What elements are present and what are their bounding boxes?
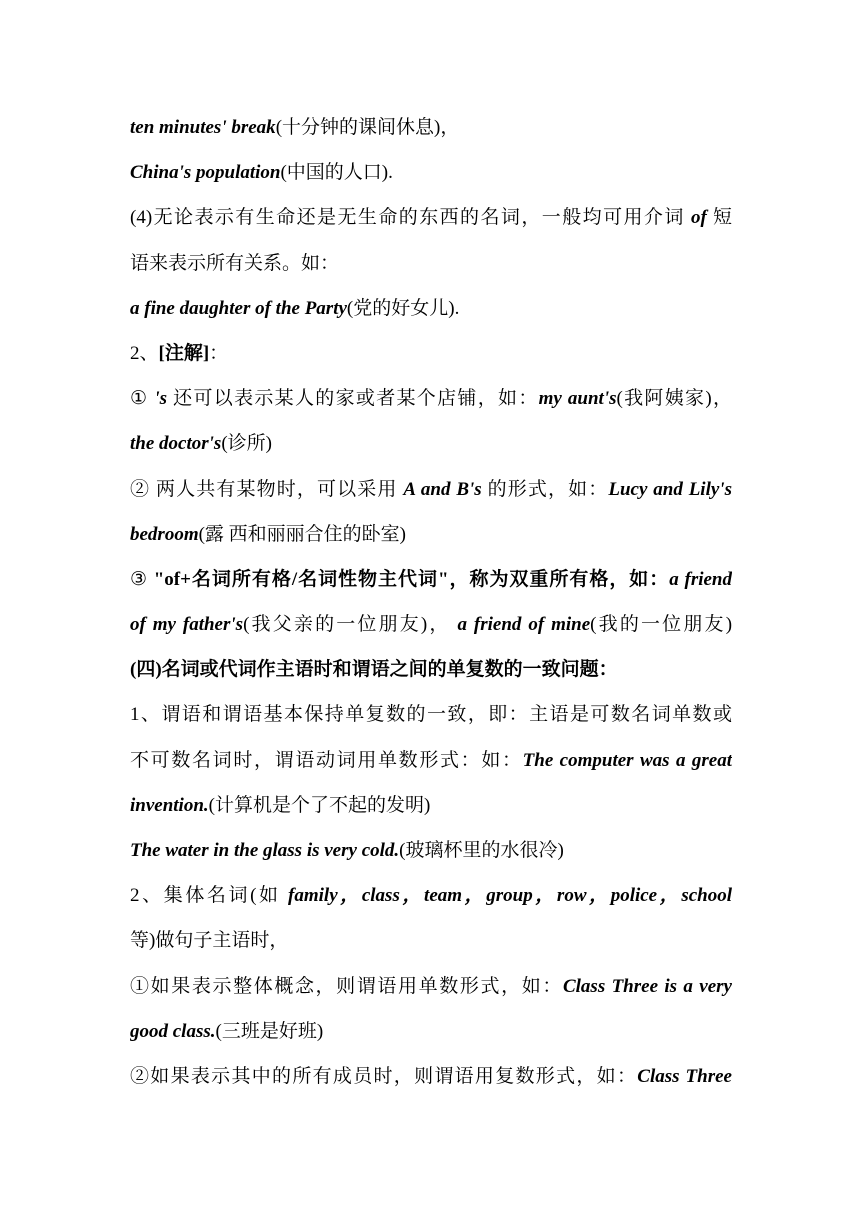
text-line	[130, 105, 732, 150]
translation: (我父亲的一位朋友)，	[243, 614, 451, 636]
rule-text: "of+名词所有格/名词性物主代词"，称为双重所有格，如：	[153, 568, 670, 590]
translation: (十分钟的课间休息)，	[275, 117, 460, 138]
translation: (诊所)	[221, 433, 272, 455]
text-line	[130, 150, 732, 195]
text-line	[130, 692, 732, 737]
section-number: 2、	[130, 342, 159, 364]
text-line	[130, 602, 732, 647]
example-phrase: bedroom	[130, 523, 199, 545]
rule-text: 等)做句子主语时，	[130, 930, 289, 952]
item-marker: ③	[130, 568, 154, 590]
rule-text: 还可以表示某人的家或者某个店铺，如：	[167, 388, 539, 410]
text-line	[130, 195, 732, 240]
example-phrase: a friend	[669, 568, 732, 590]
example-sentence: invention.	[130, 794, 209, 816]
text-line	[130, 1009, 732, 1054]
text-line	[130, 467, 732, 512]
text-line	[130, 873, 732, 918]
item-marker: ①	[130, 388, 155, 410]
text-line	[130, 918, 732, 963]
text-line	[130, 241, 732, 286]
text-line	[130, 286, 732, 331]
rule-text: ①如果表示整体概念，则谓语用单数形式，如：	[130, 975, 563, 997]
item-marker: ② 两人共有某物时，可以采用	[130, 478, 404, 500]
example-phrase: of my father's	[130, 614, 244, 636]
translation: (我的一位朋友)	[590, 614, 732, 636]
example-phrase: China's population	[130, 162, 281, 184]
example-phrase: my aunt's	[538, 388, 617, 410]
rule-text: 不可数名词时，谓语动词用单数形式：如：	[130, 749, 523, 771]
text-line	[130, 828, 732, 873]
rule-text: 短	[713, 207, 732, 229]
translation: (计算机是个了不起的发明)	[208, 794, 431, 816]
example-sentence: The water in the glass is very cold.	[130, 840, 400, 861]
text-line	[130, 964, 732, 1009]
keyword: 's	[154, 388, 168, 410]
example-phrase: ten minutes' break	[130, 117, 276, 138]
rule-text: 2、集体名词(如	[130, 885, 289, 907]
text-line	[130, 738, 732, 783]
text-line	[130, 783, 732, 828]
translation: (露 西和丽丽合住的卧室)	[198, 523, 407, 545]
text-line	[130, 512, 732, 557]
text-line	[130, 376, 732, 421]
example-phrase: a fine daughter of the Party	[130, 297, 347, 319]
text-line	[130, 331, 732, 376]
translation: (中国的人口).	[280, 162, 393, 184]
example-phrase: a friend of mine	[457, 614, 591, 636]
text-line	[130, 421, 732, 466]
translation: (三班是好班)	[215, 1020, 324, 1042]
rule-text: 语来表示所有关系。如：	[130, 252, 340, 274]
rule-text: ②如果表示其中的所有成员时，则谓语用复数形式，如：	[130, 1065, 638, 1087]
rule-text: 的形式，如：	[481, 478, 609, 500]
rule-text: 1、谓语和谓语基本保持单复数的一致，即：主语是可数名词单数或	[130, 704, 732, 726]
punctuation: ：	[209, 342, 229, 364]
translation: (党的好女儿).	[346, 297, 460, 319]
translation: (玻璃杯里的水很冷)	[399, 840, 564, 861]
example-sentence: Class Three	[637, 1065, 732, 1087]
text-line	[130, 647, 732, 692]
text-line	[130, 557, 732, 602]
text-line	[130, 1054, 732, 1099]
example-sentence: good class.	[130, 1020, 216, 1042]
example-phrase: the doctor's	[130, 433, 222, 455]
keyword: A and B's	[403, 478, 482, 500]
keyword-list: family，class，team，group，row，police，school	[288, 885, 732, 907]
translation: (我阿姨家)，	[616, 388, 732, 410]
section-heading: (四)名词或代词作主语时和谓语之间的单复数的一致问题：	[130, 659, 618, 681]
note-heading: [注解]	[158, 342, 210, 364]
example-sentence: Class Three is a very	[562, 975, 732, 997]
rule-text: (4)无论表示有生命还是无生命的东西的名词，一般均可用介词	[130, 207, 685, 229]
keyword: of	[690, 207, 707, 229]
document-page	[130, 105, 732, 1099]
example-sentence: The computer was a great	[522, 749, 732, 771]
example-phrase: Lucy and Lily's	[608, 478, 732, 500]
